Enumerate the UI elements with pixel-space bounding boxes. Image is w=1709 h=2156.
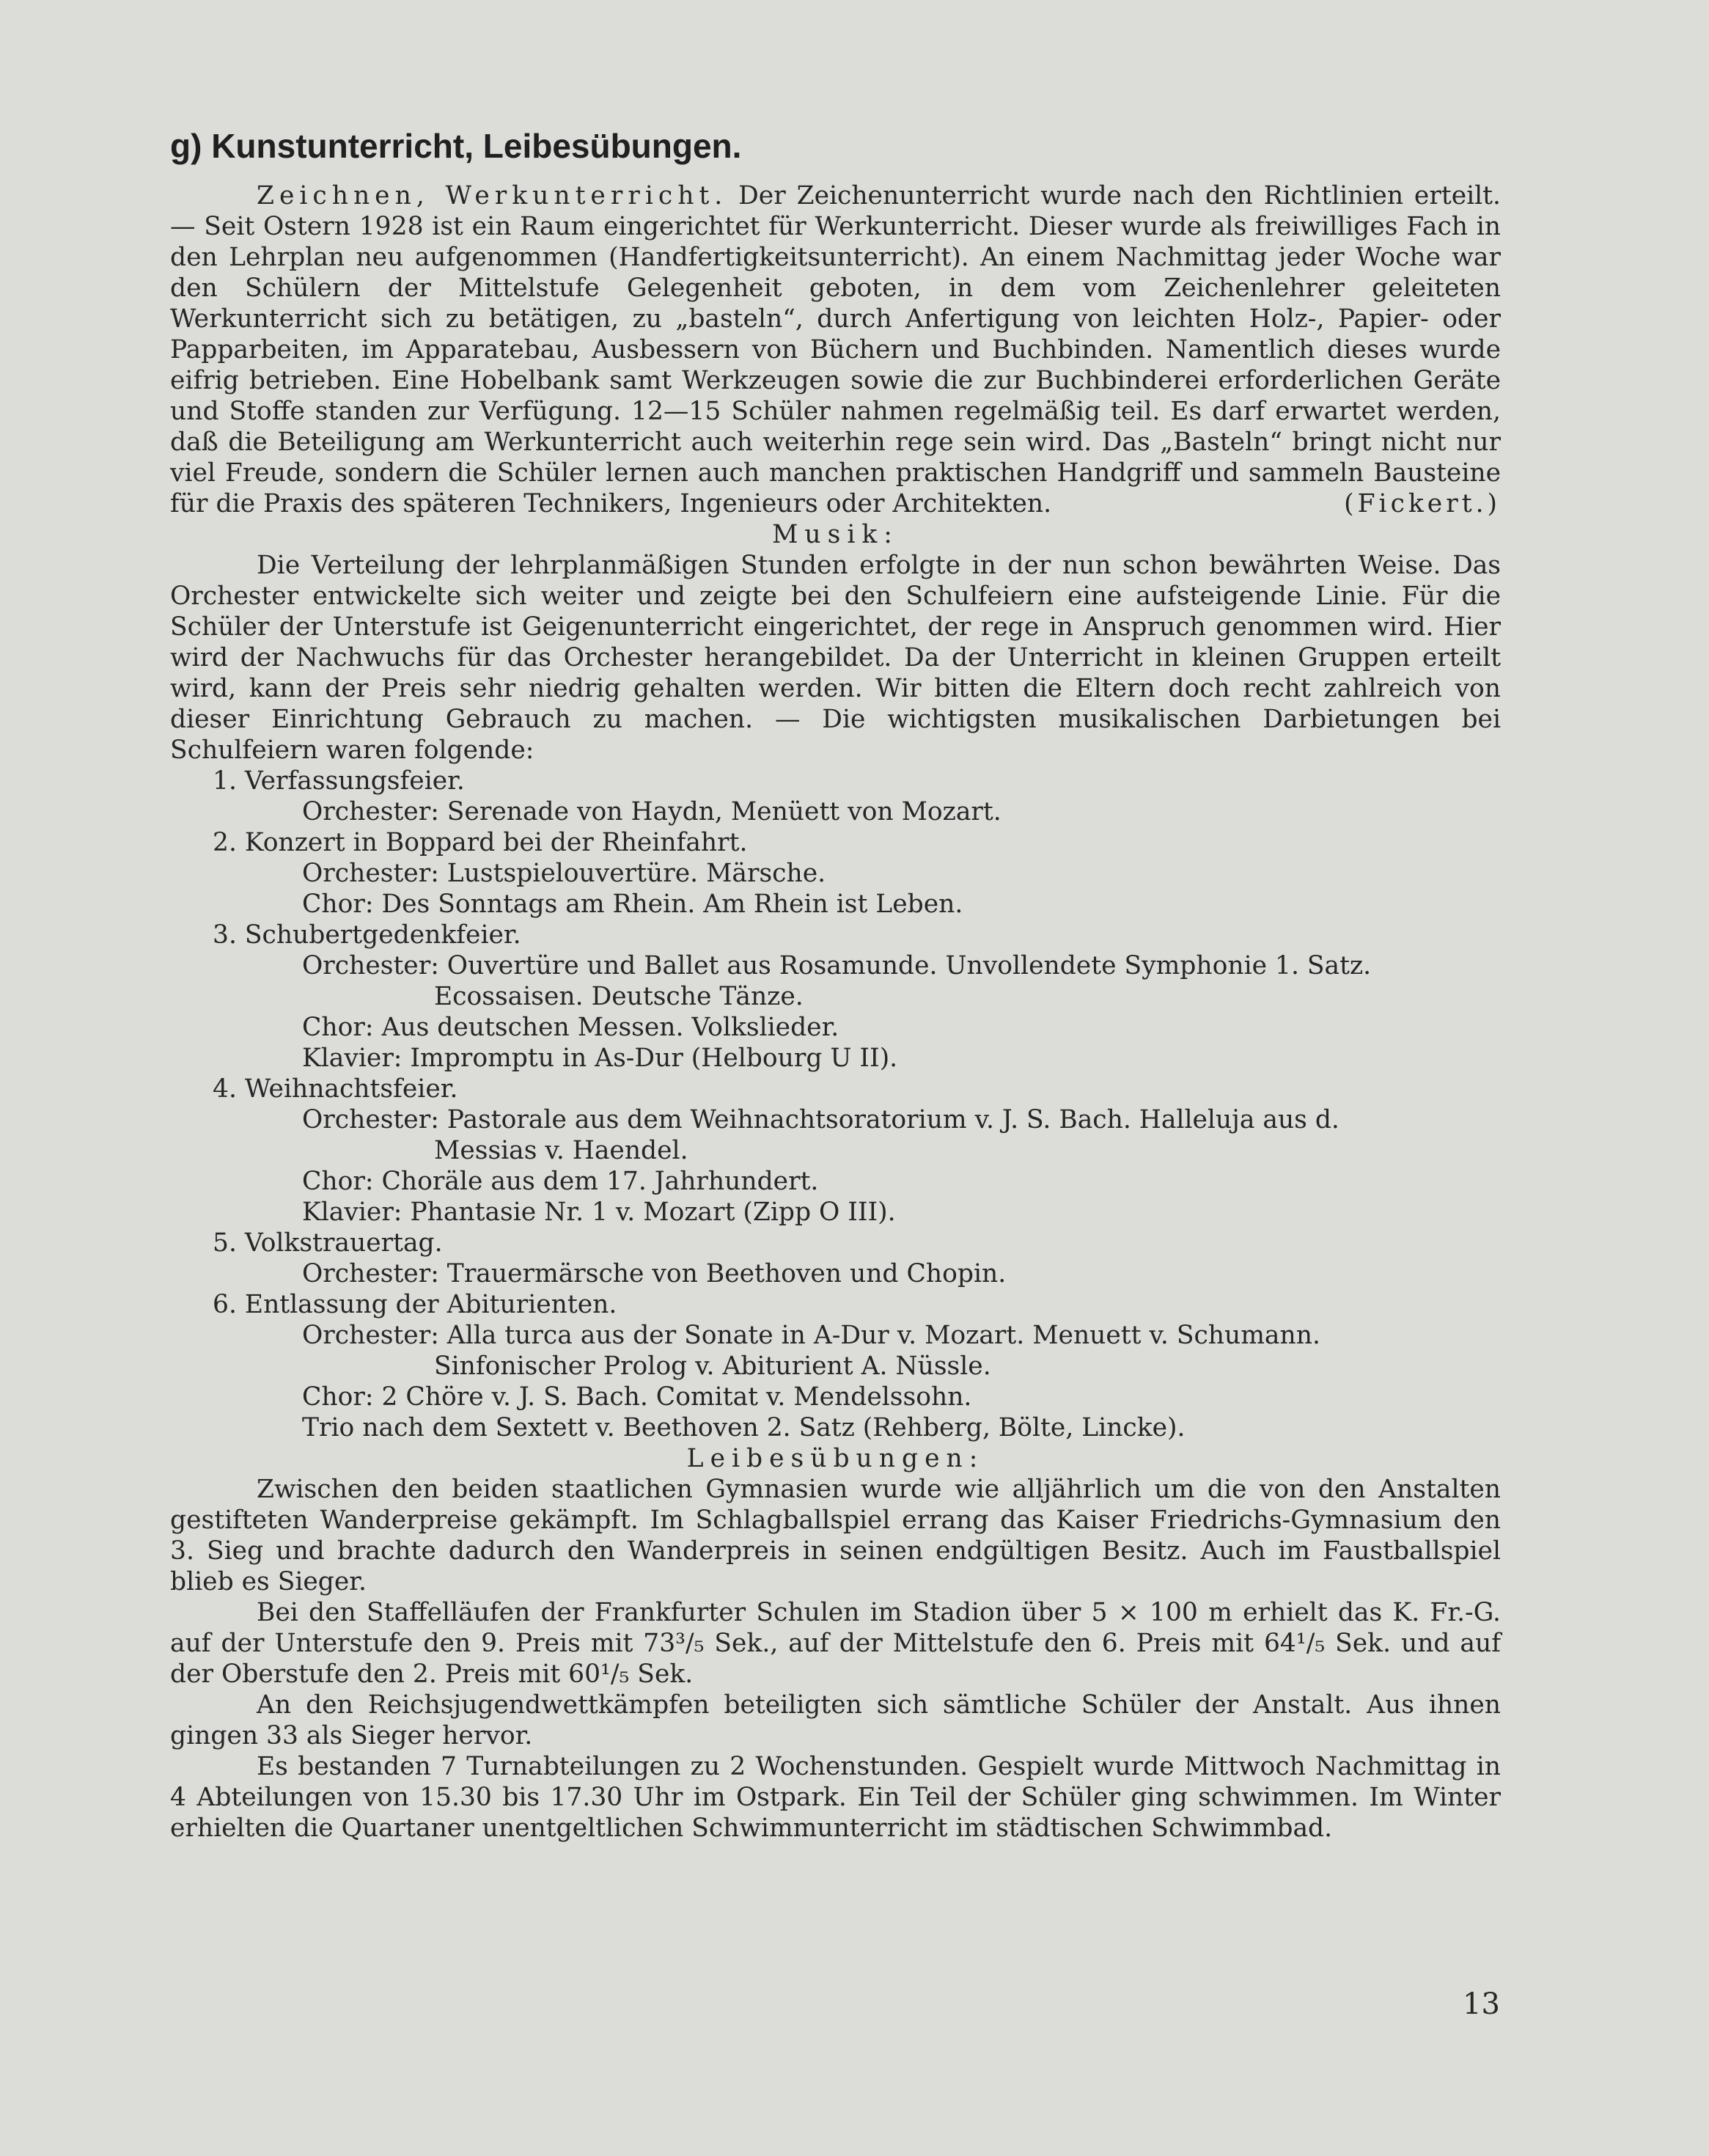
event-title: 4. Weihnachtsfeier. xyxy=(213,1074,458,1104)
event-line: Messias v. Haendel. xyxy=(434,1136,688,1165)
event-line: Ecossaisen. Deutsche Tänze. xyxy=(434,982,804,1011)
event-line: Chor: Aus deutschen Messen. Volkslieder. xyxy=(302,1013,839,1042)
event-line: Sinfonischer Prolog v. Abiturient A. Nüssle. xyxy=(434,1352,991,1381)
event-line: Orchester: Pastorale aus dem Weihnachtsoratorium v. J. S. Bach. Halleluja aus d. xyxy=(302,1105,1339,1134)
event-title: 1. Verfassungsfeier. xyxy=(213,766,465,796)
body-text xyxy=(170,180,1501,1844)
zeichnen-lead: Zeichnen, Werkunterricht. xyxy=(257,181,728,210)
event-line: Chor: Des Sonntags am Rhein. Am Rhein ist Leben. xyxy=(302,890,963,919)
leibesuebungen-paragraph: Zwischen den beiden staatlichen Gymnasien wurde wie alljährlich um die von den Anstalten gestifteten Wanderpreise gekämpft. Im Schlagballspiel errang das Kaiser Friedrichs-Gymnasium den 3. Sieg und brachte dadurch den Wanderpreis in seinen endgültigen Besitz. Auch im Faustballspiel blieb es Sieger. xyxy=(170,1475,1501,1596)
event-title: 6. Entlassung der Abiturienten. xyxy=(213,1290,617,1319)
zeichnen-paragraph xyxy=(170,180,1501,519)
zeichnen-text: Der Zeichenunterricht wurde nach den Richtlinien erteilt. — Seit Ostern 1928 ist ein Raum eingerichtet für Werkunterricht. Dieser wurde als freiwilliges Fach in den Lehrplan neu aufgenommen (Handfertigkeitsunterricht). An einem Nachmittag jeder Woche war den Schülern der Mittelstufe Gelegenheit geboten, in dem vom Zeichenlehrer geleiteten Werkunterricht sich zu betätigen, zu „basteln“, durch Anfertigung von leichten Holz-, Papier- oder Papparbeiten, im Apparatebau, Ausbessern von Büchern und Buchbinden. Namentlich dieses wurde eifrig betrieben. Eine Hobelbank samt Werkzeugen sowie die zur Buchbinderei erforderlichen Geräte und Stoffe standen zur Verfügung. 12—15 Schüler nahmen regelmäßig teil. Es darf erwartet werden, daß die Beteiligung am Werkunterricht auch weiterhin rege sein wird. Das „Basteln“ bringt nicht nur viel Freude, sondern die Schüler lernen auch manchen praktischen Handgriff und sammeln Bausteine für die Praxis des späteren Technikers, Ingenieurs oder Architekten. xyxy=(170,181,1502,518)
event-line: Klavier: Phantasie Nr. 1 v. Mozart (Zipp O III). xyxy=(302,1198,896,1227)
event-line: Orchester: Trauermärsche von Beethoven und Chopin. xyxy=(302,1259,1007,1288)
event-line: Orchester: Alla turca aus der Sonate in A-Dur v. Mozart. Menuett v. Schumann. xyxy=(302,1321,1320,1350)
event-line: Orchester: Serenade von Haydn, Menüett von Mozart. xyxy=(302,797,1001,826)
leibesuebungen-paragraph: Bei den Staffelläufen der Frankfurter Schulen im Stadion über 5 × 100 m erhielt das K. Fr.-G. auf der Unterstufe den 9. Preis mit 73³/₅ Sek., auf der Mittelstufe den 6. Preis mit 64¹/₅ Sek. und auf der Oberstufe den 2. Preis mit 60¹/₅ Sek. xyxy=(170,1598,1501,1689)
section-heading: g) Kunstunterricht, Leibesübungen. xyxy=(170,127,742,165)
event-line: Trio nach dem Sextett v. Beethoven 2. Satz (Rehberg, Bölte, Lincke). xyxy=(302,1413,1186,1442)
event-title: 5. Volkstrauertag. xyxy=(213,1228,443,1258)
event-title: 3. Schubertgedenkfeier. xyxy=(213,920,521,950)
musik-paragraph: Die Verteilung der lehrplanmäßigen Stunden erfolgte in der nun schon bewährten Weise. Das Orchester entwickelte sich weiter und zeigte bei den Schulfeiern eine aufsteigende Linie. Für die Schüler der Unterstufe ist Geigenunterricht eingerichtet, der rege in Anspruch genommen wird. Hier wird der Nachwuchs für das Orchester herangebildet. Da der Unterricht in kleinen Gruppen erteilt wird, kann der Preis sehr niedrig gehalten werden. Wir bitten die Eltern doch recht zahlreich von dieser Einrichtung Gebrauch zu machen. — Die wichtigsten musikalischen Darbietungen bei Schulfeiern waren folgende: xyxy=(170,551,1501,765)
page-number: 13 xyxy=(1463,1987,1500,2021)
event-title: 2. Konzert in Boppard bei der Rheinfahrt. xyxy=(213,828,748,857)
zeichnen-signature: (Fickert.) xyxy=(1344,489,1501,518)
musik-heading: Musik: xyxy=(772,520,899,549)
leibesuebungen-heading: Leibesübungen: xyxy=(686,1444,985,1473)
leibesuebungen-paragraph: Es bestanden 7 Turnabteilungen zu 2 Wochenstunden. Gespielt wurde Mittwoch Nachmittag in 4 Abteilungen von 15.30 bis 17.30 Uhr im Ostpark. Ein Teil der Schüler ging schwimmen. Im Winter erhielten die Quartaner unentgeltlichen Schwimmunterricht im städtischen Schwimmbad. xyxy=(170,1752,1501,1843)
event-line: Chor: 2 Chöre v. J. S. Bach. Comitat v. Mendelssohn. xyxy=(302,1382,972,1412)
event-line: Klavier: Impromptu in As-Dur (Helbourg U II). xyxy=(302,1044,898,1073)
event-line: Orchester: Lustspielouvertüre. Märsche. xyxy=(302,859,826,888)
event-line: Orchester: Ouvertüre und Ballet aus Rosamunde. Unvollendete Symphonie 1. Satz. xyxy=(302,951,1372,980)
leibesuebungen-paragraph: An den Reichsjugendwettkämpfen beteiligten sich sämtliche Schüler der Anstalt. Aus ihnen gingen 33 als Sieger hervor. xyxy=(170,1690,1501,1750)
event-line: Chor: Choräle aus dem 17. Jahrhundert. xyxy=(302,1167,819,1196)
